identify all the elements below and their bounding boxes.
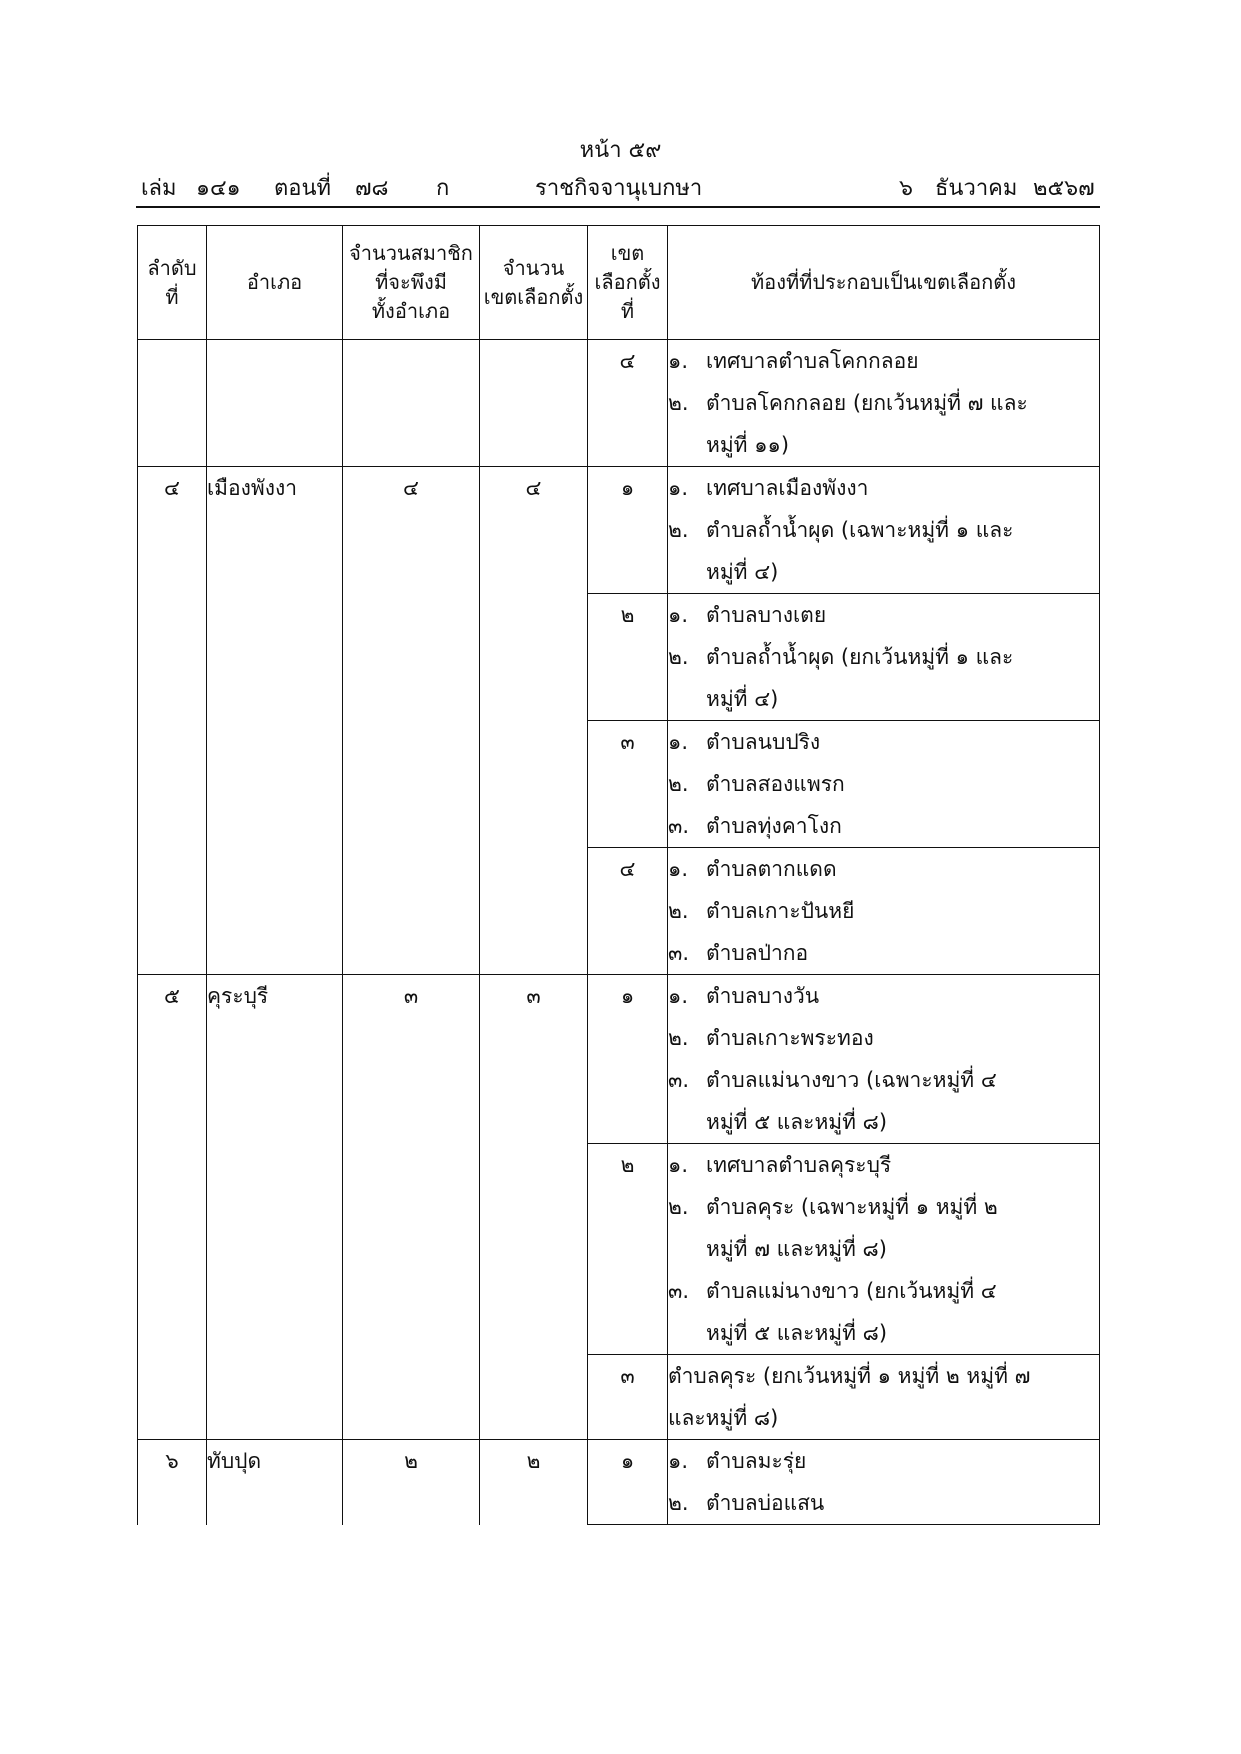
area-list-item [668,1186,1099,1228]
item-text: เทศบาลตำบลโคกกลอย [706,349,919,373]
item-text: ตำบลบางเตย [706,603,827,627]
item-text: ตำบลเกาะพระทอง [706,1026,874,1050]
date-month: ธันวาคม [935,176,1018,201]
area-text-line: และหมู่ที่ ๘) [668,1406,779,1430]
item-number [668,1101,706,1143]
area-list-item [668,382,1099,424]
area-list-item [668,551,1099,593]
item-number: ๑. [668,349,689,373]
area-list-item [668,890,1099,932]
item-number: ๒. [668,899,689,923]
item-number: ๑. [668,1449,689,1473]
district-number-cell: ๒ [588,1144,668,1355]
item-number [668,1312,706,1354]
area-text-line: ตำบลคุระ (ยกเว้นหมู่ที่ ๑ หมู่ที่ ๒ หมู่ที่ ๗ [668,1364,1031,1388]
district-number-cell: ๒ [588,594,668,721]
item-text: หมู่ที่ ๕ และหมู่ที่ ๘) [706,1321,888,1345]
order-cell: ๖ [138,1440,207,1525]
item-number: ๑. [668,857,689,881]
item-number: ๑. [668,476,689,500]
date-day: ๖ [899,176,913,201]
order-cell [138,340,207,467]
col-header-num-districts: จำนวน เขตเลือกตั้ง [480,226,588,340]
item-number: ๑. [668,1153,689,1177]
area-list-item [668,975,1099,1017]
area-list-item [668,509,1099,551]
item-number: ๓. [668,1068,690,1092]
item-number: ๓. [668,1279,690,1303]
district-number-cell: ๔ [588,340,668,467]
area-list-item [668,1482,1099,1524]
item-text: หมู่ที่ ๕ และหมู่ที่ ๘) [706,1110,888,1134]
item-number: ๓. [668,941,690,965]
district-number-cell: ๑ [588,467,668,594]
item-number: ๒. [668,1195,689,1219]
item-number: ๑. [668,730,689,754]
election-district-table [137,225,1100,1525]
item-text: ตำบลมะรุ่ย [706,1449,807,1473]
area-list-item [668,1017,1099,1059]
item-text: ตำบลบางวัน [706,984,820,1008]
members-cell: ๓ [343,975,480,1440]
item-number: ๒. [668,391,689,415]
area-list-item [668,721,1099,763]
amphoe-cell [207,340,343,467]
num-districts-cell: ๓ [480,975,588,1440]
item-number [668,551,706,593]
area-list-item [668,805,1099,847]
issue-label: ตอนที่ [274,176,332,201]
table-row [138,1440,1100,1525]
amphoe-cell: ทับปุด [207,1440,343,1525]
amphoe-cell: คุระบุรี [207,975,343,1440]
area-cell [668,975,1100,1144]
item-number [668,424,706,466]
item-text: หมู่ที่ ๗ และหมู่ที่ ๘) [706,1237,887,1261]
area-list-item [668,1228,1099,1270]
area-list-item [668,1312,1099,1354]
area-list-item [668,594,1099,636]
item-text: หมู่ที่ ๔) [706,687,779,711]
item-number: ๒. [668,518,689,542]
item-text: หมู่ที่ ๔) [706,560,779,584]
issue-number: ๗๘ [355,176,389,201]
item-text: ตำบลแม่นางขาว (ยกเว้นหมู่ที่ ๔ [706,1279,997,1303]
area-list-item [668,636,1099,678]
district-number-cell: ๓ [588,1355,668,1440]
item-number [668,678,706,720]
item-text: เทศบาลตำบลคุระบุรี [706,1153,892,1177]
item-text: ตำบลโคกกลอย (ยกเว้นหมู่ที่ ๗ และ [706,391,1028,415]
item-text: ตำบลคุระ (เฉพาะหมู่ที่ ๑ หมู่ที่ ๒ [706,1195,998,1219]
item-text: ตำบลป่ากอ [706,941,809,965]
num-districts-cell: ๒ [480,1440,588,1525]
item-text: ตำบลแม่นางขาว (เฉพาะหมู่ที่ ๔ [706,1068,997,1092]
area-list-item [668,340,1099,382]
item-text: ตำบลเกาะปันหยี [706,899,855,923]
area-cell [668,467,1100,594]
area-cell [668,1355,1100,1440]
members-cell: ๔ [343,467,480,975]
item-text: ตำบลบ่อแสน [706,1491,825,1515]
item-text: ตำบลถ้ำน้ำผุด (ยกเว้นหมู่ที่ ๑ และ [706,645,1014,669]
item-text: หมู่ที่ ๑๑) [706,433,790,457]
area-cell [668,721,1100,848]
item-number: ๑. [668,984,689,1008]
table-row [138,467,1100,594]
item-number: ๒. [668,645,689,669]
volume-number: ๑๔๑ [196,176,241,201]
district-number-cell: ๔ [588,848,668,975]
amphoe-cell: เมืองพังงา [207,467,343,975]
page-number: หน้า ๕๙ [579,138,662,163]
item-text: ตำบลสองแพรก [706,772,845,796]
district-number-cell: ๑ [588,1440,668,1525]
item-text: ตำบลถ้ำน้ำผุด (เฉพาะหมู่ที่ ๑ และ [706,518,1014,542]
col-header-district: เขต เลือกตั้ง ที่ [588,226,668,340]
district-number-cell: ๓ [588,721,668,848]
item-number: ๑. [668,603,689,627]
table-header-row [138,226,1100,340]
area-list-item [668,932,1099,974]
area-list-item [668,678,1099,720]
area-cell [668,340,1100,467]
table-row [138,340,1100,467]
table-row [138,975,1100,1144]
item-number: ๒. [668,1026,689,1050]
col-header-area: ท้องที่ที่ประกอบเป็นเขตเลือกตั้ง [668,226,1100,340]
num-districts-cell [480,340,588,467]
area-list-item [668,1101,1099,1143]
item-number [668,1228,706,1270]
col-header-members: จำนวนสมาชิก ที่จะพึงมี ทั้งอำเภอ [343,226,480,340]
order-cell: ๔ [138,467,207,975]
volume-label: เล่ม [141,176,177,201]
item-number: ๒. [668,772,689,796]
date-year: ๒๕๖๗ [1033,176,1095,201]
area-cell [668,594,1100,721]
area-list-item [668,1440,1099,1482]
item-number: ๓. [668,814,690,838]
col-header-order: ลำดับ ที่ [138,226,207,340]
area-list-item [668,848,1099,890]
members-cell: ๒ [343,1440,480,1525]
members-cell [343,340,480,467]
item-number: ๒. [668,1491,689,1515]
area-list-item [668,1144,1099,1186]
num-districts-cell: ๔ [480,467,588,975]
area-list-item [668,763,1099,805]
section-letter: ก [436,176,450,201]
area-cell [668,1144,1100,1355]
item-text: ตำบลทุ่งคาโงก [706,814,842,838]
publication-name: ราชกิจจานุเบกษา [535,176,703,201]
item-text: ตำบลนบปริง [706,730,821,754]
area-list-item [668,424,1099,466]
area-cell [668,1440,1100,1525]
col-header-amphoe: อำเภอ [207,226,343,340]
district-number-cell: ๑ [588,975,668,1144]
item-text: ตำบลตากแดด [706,857,837,881]
area-list-item [668,467,1099,509]
order-cell: ๕ [138,975,207,1440]
item-text: เทศบาลเมืองพังงา [706,476,869,500]
area-list-item [668,1059,1099,1101]
header-rule [136,206,1100,208]
area-list-item [668,1270,1099,1312]
area-cell [668,848,1100,975]
